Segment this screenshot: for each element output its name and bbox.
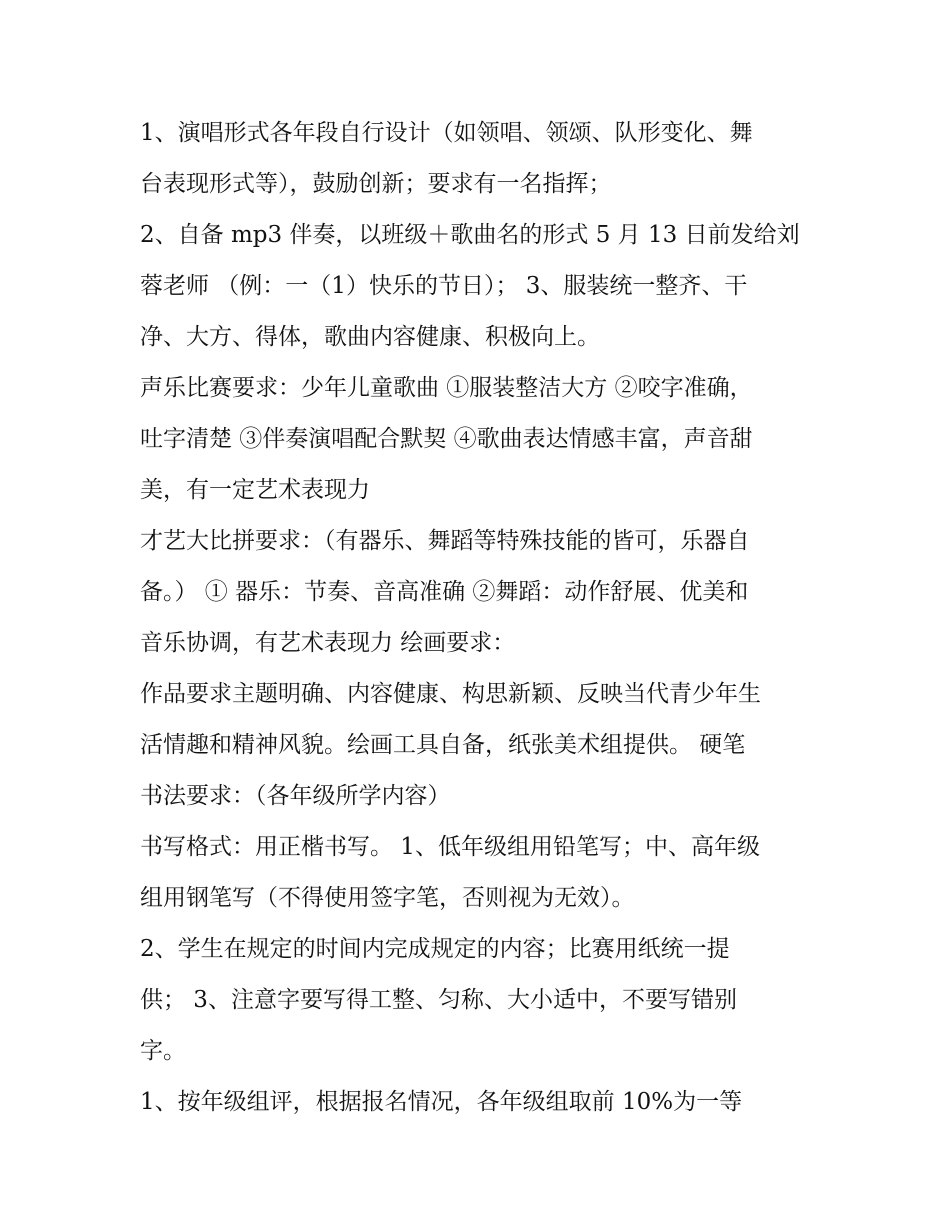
- text-line: 美，有一定艺术表现力: [140, 477, 370, 503]
- text-line: 蓉老师 （例：一（1）快乐的节日）； 3、服装统一整齐、干: [140, 273, 748, 299]
- text-line: 供； 3、注意字要写得工整、匀称、大小适中，不要写错别: [140, 987, 737, 1013]
- text-line: 音乐协调，有艺术表现力 绘画要求：: [140, 630, 516, 656]
- text-line: 字。: [140, 1038, 186, 1064]
- text-line: 才艺大比拼要求：（有器乐、舞蹈等特殊技能的皆可，乐器自: [140, 528, 750, 554]
- text-line: 备。） ① 器乐：节奏、音高准确 ②舞蹈：动作舒展、优美和: [140, 579, 749, 605]
- text-line: 作品要求主题明确、内容健康、构思新颖、反映当代青少年生: [140, 681, 761, 707]
- text-line: 2、学生在规定的时间内完成规定的内容；比赛用纸统一提: [140, 936, 730, 962]
- text-line: 1、演唱形式各年段自行设计（如领唱、领颂、队形变化、舞: [140, 120, 753, 146]
- text-line: 净、大方、得体，歌曲内容健康、积极向上。: [140, 324, 600, 350]
- text-line: 书法要求：（各年级所学内容）: [140, 783, 451, 809]
- text-line: 台表现形式等），鼓励创新；要求有一名指挥；: [140, 171, 612, 197]
- text-line: 组用钢笔写（不得使用签字笔，否则视为无效）。: [140, 885, 635, 911]
- text-line: 活情趣和精神风貌。绘画工具自备，纸张美术组提供。 硬笔: [140, 732, 746, 758]
- text-line: 声乐比赛要求：少年儿童歌曲 ①服装整洁大方 ②咬字准确，: [140, 375, 753, 401]
- document-body: [140, 108, 840, 1128]
- text-line: 2、自备 mp3 伴奏，以班级＋歌曲名的形式 5 月 13 日前发给刘: [140, 222, 800, 248]
- text-line: 书写格式：用正楷书写。 1、低年级组用铅笔写；中、高年级: [140, 834, 760, 860]
- text-line: 1、按年级组评，根据报名情况，各年级组取前 10%为一等: [140, 1089, 743, 1115]
- text-line: 吐字清楚 ③伴奏演唱配合默契 ④歌曲表达情感丰富，声音甜: [140, 426, 753, 452]
